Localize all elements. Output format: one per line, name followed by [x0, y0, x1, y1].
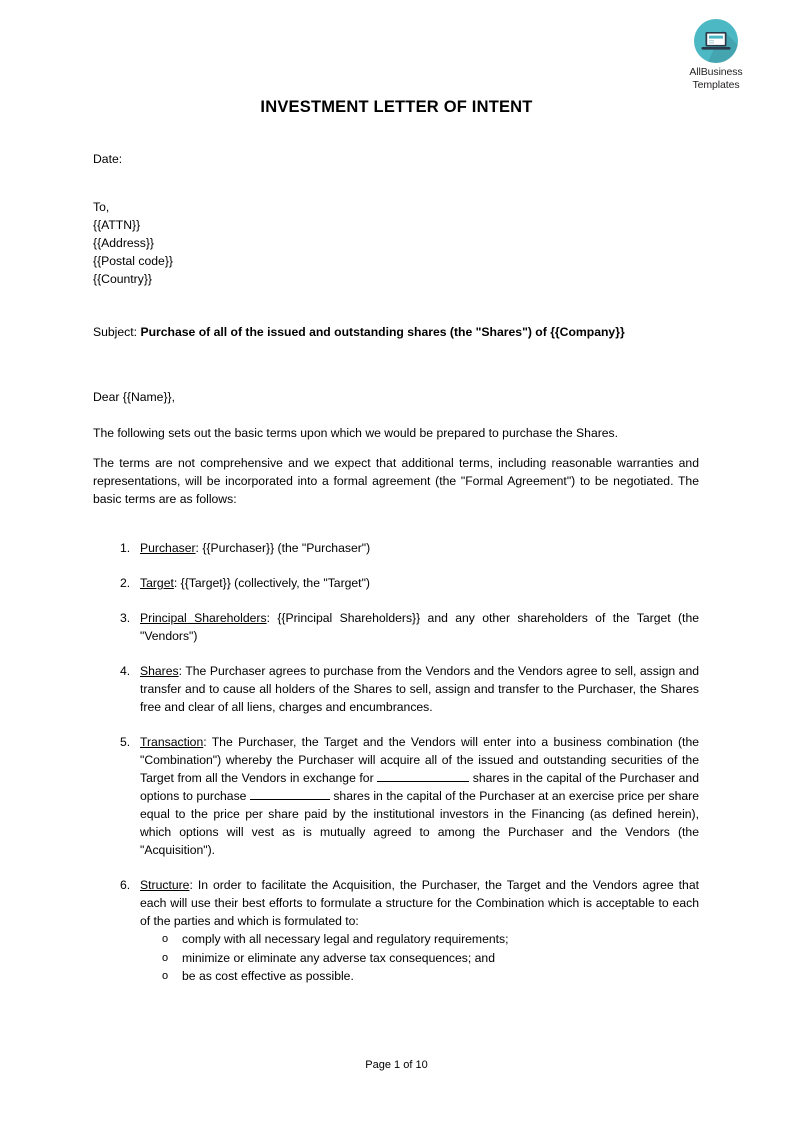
subitem-text: minimize or eliminate any adverse tax consequences; and — [182, 950, 495, 965]
brand-logo — [666, 18, 766, 91]
subject-text: Purchase of all of the issued and outstanding shares (the "Shares") of {{Company}} — [140, 325, 625, 339]
spacer — [93, 168, 699, 198]
list-marker: 1. — [120, 541, 131, 555]
list-item — [140, 930, 699, 949]
bullet-marker: o — [162, 970, 169, 982]
list-marker: 3. — [120, 611, 131, 625]
logo-text-line2: Templates — [692, 78, 740, 91]
term-body: : {{Target}} (collectively, the "Target") — [173, 576, 370, 590]
option-count-blank-field[interactable] — [250, 788, 330, 800]
term-name: Shares — [140, 664, 179, 678]
list-marker: 6. — [120, 878, 131, 892]
term-name: Purchaser — [140, 541, 196, 555]
term-body: : In order to facilitate the Acquisition, the Purchaser, the Target and the Vendors agree that each will use their best efforts to formulate a structure for the Combination which is acceptable to each of the parties and which is formulated to: — [140, 878, 699, 928]
list-item — [140, 949, 699, 968]
list-marker: 4. — [120, 664, 131, 678]
term-item-shares — [93, 662, 699, 716]
spacer — [93, 288, 699, 323]
list-marker: 5. — [120, 735, 131, 749]
term-body-part1: : The Purchaser, the Target and the Vendors will enter into a business combination (the "Combination") whereby the Purchaser will acquire all of the issued and outstanding securities of the Target from all the Vendors in exchange for — [140, 735, 699, 785]
term-item-structure — [93, 876, 699, 986]
structure-subitems — [140, 930, 699, 986]
to-label: To, — [93, 200, 110, 214]
logo-text — [666, 66, 766, 91]
address-country: {{Country}} — [93, 272, 152, 286]
term-name: Structure — [140, 878, 190, 892]
laptop-icon — [693, 18, 739, 64]
subitem-text: be as cost effective as possible. — [182, 969, 354, 983]
logo-text-line1: AllBusiness — [689, 66, 743, 78]
term-body: : {{Purchaser}} (the "Purchaser") — [195, 541, 371, 555]
term-body-part3: shares in the capital of the Purchaser at an exercise price per share equal to the price per share paid by the institutional investors in the Financing (as defined herein), which options will vest as is mutually agreed to among the Purchaser and the Vendors (the "Acquisition"). — [140, 789, 700, 857]
term-name: Target — [140, 576, 174, 590]
term-name: Transaction — [140, 735, 204, 749]
page-title: INVESTMENT LETTER OF INTENT — [260, 98, 533, 116]
date-label: Date: — [93, 152, 123, 166]
terms-list — [93, 539, 699, 986]
terms-paragraph: The terms are not comprehensive and we expect that additional terms, including reasonable warranties and representations, will be incorporated into a formal agreement (the "Formal Agreement") to be negotiated. The basic terms are as follows: — [93, 456, 699, 506]
term-body: : {{Principal Shareholders}} and any other shareholders of the Target (the "Vendors") — [140, 611, 699, 643]
term-item-transaction — [93, 733, 699, 859]
share-count-blank-field[interactable] — [377, 770, 469, 782]
term-item-target — [93, 574, 699, 592]
term-name: Principal Shareholders — [140, 611, 267, 625]
address-street: {{Address}} — [93, 236, 154, 250]
term-body-part2: shares in the capital of the Purchaser and options to purchase — [140, 771, 699, 803]
spacer — [93, 406, 699, 424]
list-marker: 2. — [120, 576, 131, 590]
subject-line — [93, 323, 699, 341]
page-footer: Page 1 of 10 — [365, 1059, 428, 1071]
term-item-principal-shareholders — [93, 609, 699, 645]
address-attn: {{ATTN}} — [93, 218, 141, 232]
address-postal-code: {{Postal code}} — [93, 254, 173, 268]
subitem-text: comply with all necessary legal and regulatory requirements; — [182, 932, 509, 946]
intro-paragraph: The following sets out the basic terms upon which we would be prepared to purchase the Shares. — [93, 426, 619, 440]
term-item-purchaser — [93, 539, 699, 557]
bullet-marker: o — [162, 933, 169, 945]
salutation: Dear {{Name}}, — [93, 390, 175, 404]
spacer — [93, 442, 699, 454]
spacer — [93, 341, 699, 388]
subject-label: Subject: — [93, 325, 138, 339]
bullet-marker: o — [162, 951, 169, 964]
list-item — [140, 967, 699, 986]
spacer — [93, 508, 699, 539]
document-body — [93, 150, 699, 1003]
term-body: : The Purchaser agrees to purchase from the Vendors and the Vendors agree to sell, assign and transfer and to cause all holders of the Shares to sell, assign and transfer to the Purchaser, the Shares free and clear of all liens, charges and encumbrances. — [140, 664, 699, 714]
